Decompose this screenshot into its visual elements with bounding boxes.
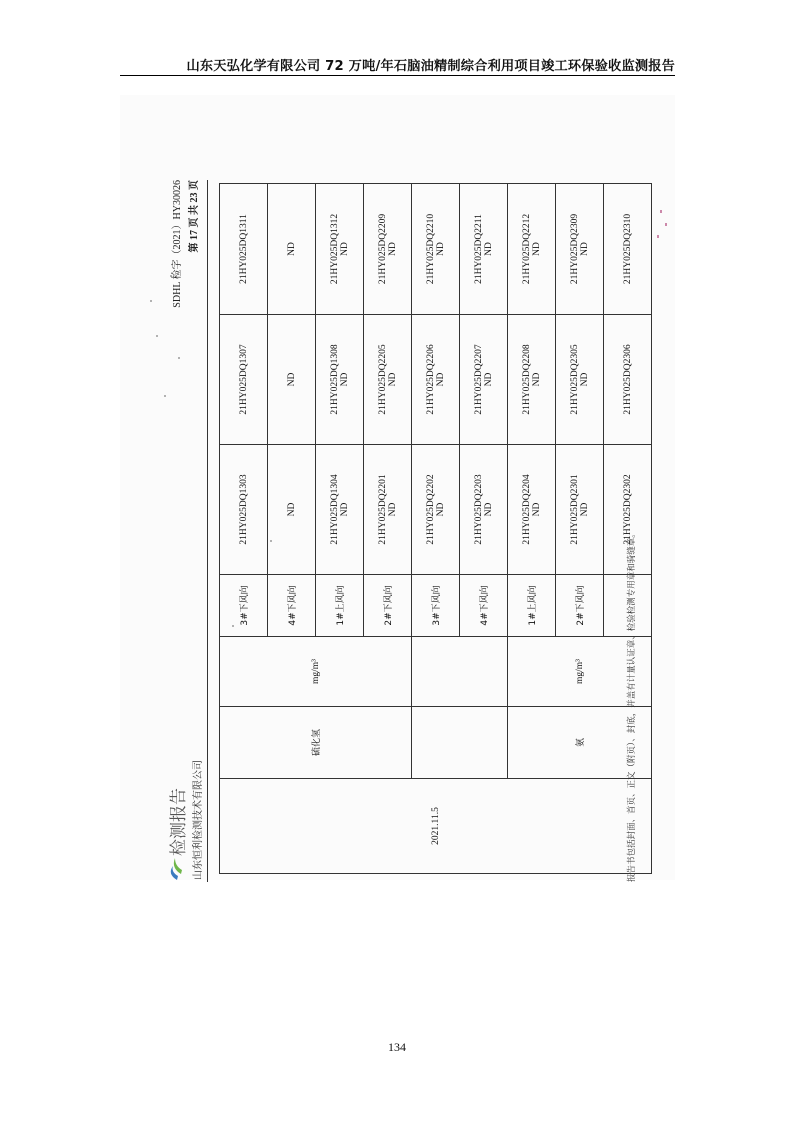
header-rule [120, 75, 675, 76]
point-cell: 1#上风向 [508, 575, 556, 637]
date-cell: 2021.11.5 [220, 779, 652, 874]
sample-value: ND [435, 502, 446, 517]
monitoring-table [219, 183, 652, 874]
sample-id: 21HY025DQ1307 [238, 344, 249, 415]
unit-cell: mg/m³ [508, 637, 652, 707]
page-header: 山东天弘化学有限公司 72 万吨/年石脑油精制综合利用项目竣工环保验收监测报告 [186, 59, 675, 74]
sample-id: 21HY025DQ1304 [329, 474, 340, 545]
point-cell: 2#下风向 [364, 575, 412, 637]
sample-value: ND [286, 242, 297, 256]
table-row [508, 184, 556, 874]
sample-value: ND [339, 242, 350, 256]
sample-cell [220, 445, 268, 575]
point-cell: 4#下风向 [460, 575, 508, 637]
sample-value: ND [339, 502, 350, 517]
sample-id: 21HY025DQ1303 [238, 474, 249, 545]
sample-id: 21HY025DQ1308 [329, 344, 340, 415]
sample-cell [364, 445, 412, 575]
sample-value: ND [483, 502, 494, 517]
sample-cell [460, 315, 508, 445]
sample-cell [268, 445, 316, 575]
sample-cell: 21HY025DQ2310 [604, 184, 652, 315]
sample-id: 21HY025DQ2202 [425, 474, 436, 545]
sample-value: ND [531, 372, 542, 387]
sample-id: 21HY025DQ2207 [473, 344, 484, 415]
item-cell: 氨 [508, 707, 652, 779]
page-number: 134 [388, 1040, 406, 1054]
sample-value: ND [387, 502, 398, 517]
sample-cell [268, 315, 316, 445]
point-cell: 2#下风向 [556, 575, 604, 637]
sample-value: ND [531, 242, 542, 256]
sample-id: 21HY025DQ2203 [473, 474, 484, 545]
sample-value: ND [435, 242, 446, 256]
sample-value: ND [435, 372, 446, 387]
table-row [412, 184, 460, 874]
sample-cell [220, 184, 268, 315]
sample-id: 21HY025DQ2206 [425, 344, 436, 415]
sample-id: 21HY025DQ2209 [377, 213, 388, 285]
point-cell: 1#上风向 [316, 575, 364, 637]
sample-value: ND [387, 372, 398, 387]
sample-id: 21HY025DQ2201 [377, 474, 388, 545]
rotated-report [163, 180, 673, 882]
sample-cell [508, 445, 556, 575]
sample-id: 21HY025DQ1311 [238, 214, 249, 284]
item-cell [412, 707, 508, 779]
sample-cell [460, 184, 508, 315]
sample-cell [508, 184, 556, 315]
sample-cell: 21HY025DQ2302 [604, 445, 652, 575]
sample-cell [316, 445, 364, 575]
unit-cell [412, 637, 508, 707]
sample-cell [412, 315, 460, 445]
point-cell: 3#下风向 [412, 575, 460, 637]
company-logo-icon [165, 856, 185, 882]
sample-id: 21HY025DQ2205 [377, 344, 388, 415]
report-title: 检测报告 [169, 788, 189, 856]
sample-value: ND [483, 372, 494, 387]
point-cell: 4#下风向 [268, 575, 316, 637]
sample-value: ND [579, 502, 590, 517]
sample-value: ND [531, 502, 542, 517]
sample-value: ND [286, 372, 297, 387]
sample-cell [556, 184, 604, 315]
point-cell: 3#下风向 [220, 575, 268, 637]
report-code: SDHL 检字（2021）HY30026 [172, 180, 183, 308]
sample-cell [268, 184, 316, 315]
sample-cell: 21HY025DQ2306 [604, 315, 652, 445]
sample-cell [364, 184, 412, 315]
sample-value: ND [387, 242, 398, 256]
sample-cell [220, 315, 268, 445]
sample-cell [460, 445, 508, 575]
table-row [220, 184, 268, 874]
sample-cell [412, 184, 460, 315]
sample-id: 21HY025DQ2204 [521, 474, 532, 545]
sample-id: 21HY025DQ2208 [521, 344, 532, 415]
sample-value: ND [339, 372, 350, 387]
sample-cell [556, 315, 604, 445]
report-footnote: 报告书包括封面、首页、正文（附页）、封底，并盖有计量认证章、检验检测专用章和骑缝章。 [627, 529, 637, 882]
item-cell: 硫化氢 [220, 707, 412, 779]
report-rule [207, 180, 208, 882]
sample-cell [556, 445, 604, 575]
sample-cell [316, 315, 364, 445]
sample-cell [412, 445, 460, 575]
sample-id: 21HY025DQ2305 [569, 344, 580, 415]
unit-cell: mg/m³ [220, 637, 412, 707]
sample-id: 21HY025DQ2210 [425, 213, 436, 285]
sample-id: 21HY025DQ2309 [569, 213, 580, 285]
sample-value: ND [286, 502, 297, 517]
sample-cell [364, 315, 412, 445]
sample-id: 21HY025DQ1312 [329, 213, 340, 285]
report-header [163, 180, 223, 882]
sample-cell [316, 184, 364, 315]
sample-cell [508, 315, 556, 445]
sample-value: ND [579, 242, 590, 256]
sample-id: 21HY025DQ2301 [569, 474, 580, 545]
sample-id: 21HY025DQ2212 [521, 213, 532, 285]
report-org: 山东恒利检测技术有限公司 [193, 760, 204, 880]
sample-value: ND [483, 242, 494, 256]
sample-value: ND [579, 372, 590, 387]
report-page-info: 第 17 页 共 23 页 [189, 180, 200, 253]
sample-id: 21HY025DQ2211 [473, 214, 484, 284]
